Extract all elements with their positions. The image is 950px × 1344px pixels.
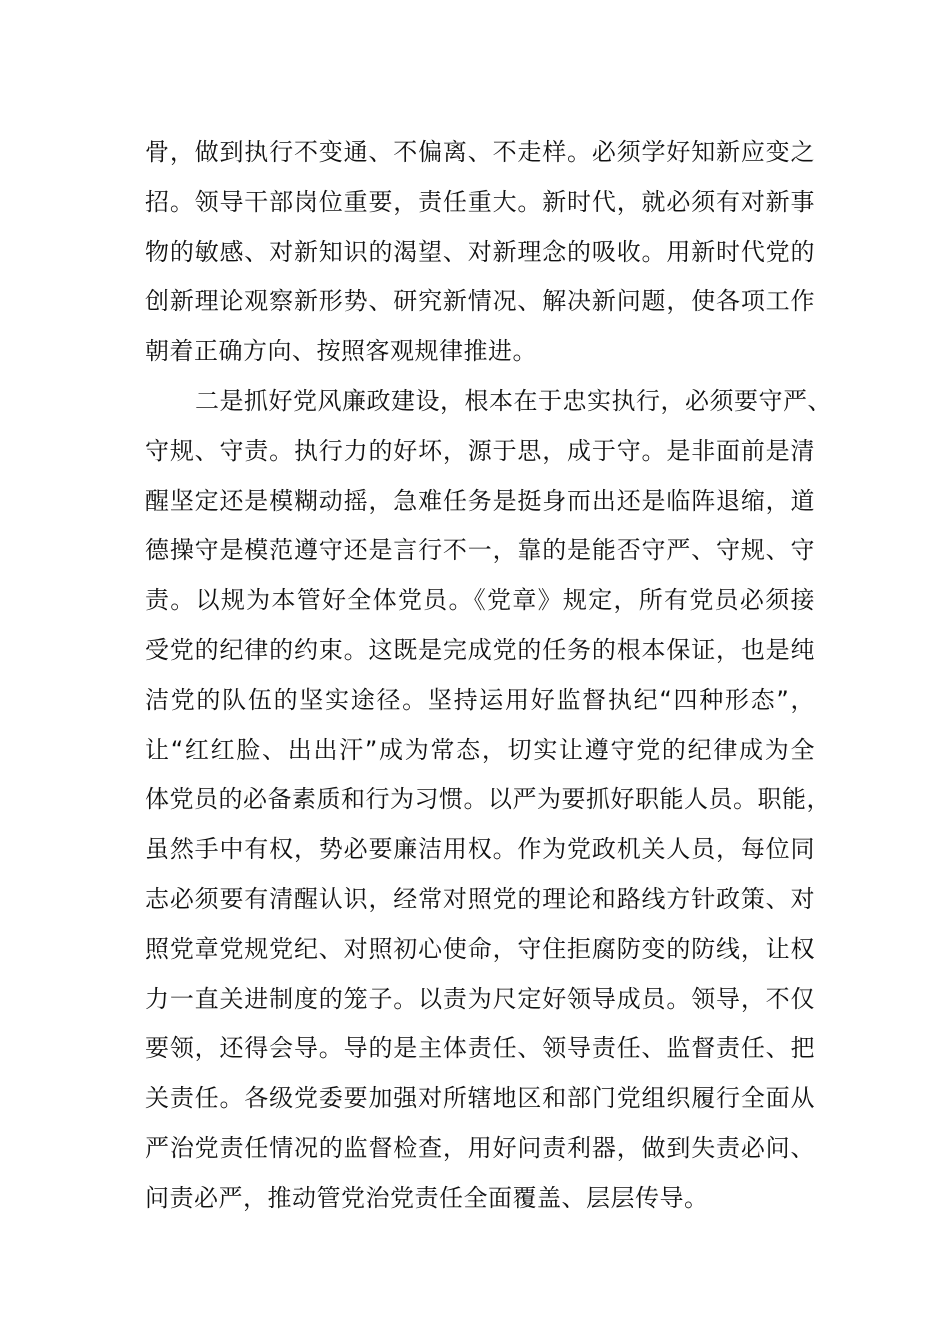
paragraph-start-line: 二是抓好党风廉政建设，根本在于忠实执行，必须要守严、 bbox=[195, 386, 832, 415]
text-line: 守规、守责。执行力的好坏，源于思，成于守。是非面前是清 bbox=[145, 436, 815, 465]
text-line: 洁党的队伍的坚实途径。坚持运用好监督执纪“四种形态”， bbox=[145, 685, 815, 714]
text-line: 让“红红脸、出出汗”成为常态，切实让遵守党的纪律成为全 bbox=[145, 735, 815, 764]
body-text bbox=[145, 128, 832, 1224]
text-line: 力一直关进制度的笼子。以责为尺定好领导成员。领导，不仅 bbox=[145, 984, 815, 1013]
text-line: 朝着正确方向、按照客观规律推进。 bbox=[145, 337, 537, 366]
text-line: 德操守是模范遵守还是言行不一，靠的是能否守严、守规、守 bbox=[145, 536, 815, 565]
text-line: 虽然手中有权，势必要廉洁用权。作为党政机关人员，每位同 bbox=[145, 835, 815, 864]
text-line: 问责必严，推动管党治党责任全面覆盖、层层传导。 bbox=[145, 1183, 709, 1212]
text-line: 关责任。各级党委要加强对所辖地区和部门党组织履行全面从 bbox=[145, 1084, 815, 1113]
text-line: 受党的纪律的约束。这既是完成党的任务的根本保证，也是纯 bbox=[145, 635, 815, 664]
text-line: 要领，还得会导。导的是主体责任、领导责任、监督责任、把 bbox=[145, 1034, 815, 1063]
text-line: 物的敏感、对新知识的渴望、对新理念的吸收。用新时代党的 bbox=[145, 237, 815, 266]
text-line: 严治党责任情况的监督检查，用好问责利器，做到失责必问、 bbox=[145, 1133, 815, 1162]
text-line: 志必须要有清醒认识，经常对照党的理论和路线方针政策、对 bbox=[145, 884, 815, 913]
text-line: 醒坚定还是模糊动摇，急难任务是挺身而出还是临阵退缩，道 bbox=[145, 486, 815, 515]
text-line: 照党章党规党纪、对照初心使命，守住拒腐防变的防线，让权 bbox=[145, 934, 815, 963]
text-line: 创新理论观察新形势、研究新情况、解决新问题，使各项工作 bbox=[145, 287, 815, 316]
text-line: 责。以规为本管好全体党员。《党章》规定，所有党员必须接 bbox=[145, 586, 815, 615]
text-line: 体党员的必备素质和行为习惯。以严为要抓好职能人员。职能， bbox=[145, 785, 831, 814]
text-line: 骨，做到执行不变通、不偏离、不走样。必须学好知新应变之 bbox=[145, 138, 815, 166]
text-line: 招。领导干部岗位重要，责任重大。新时代，就必须有对新事 bbox=[145, 187, 815, 216]
